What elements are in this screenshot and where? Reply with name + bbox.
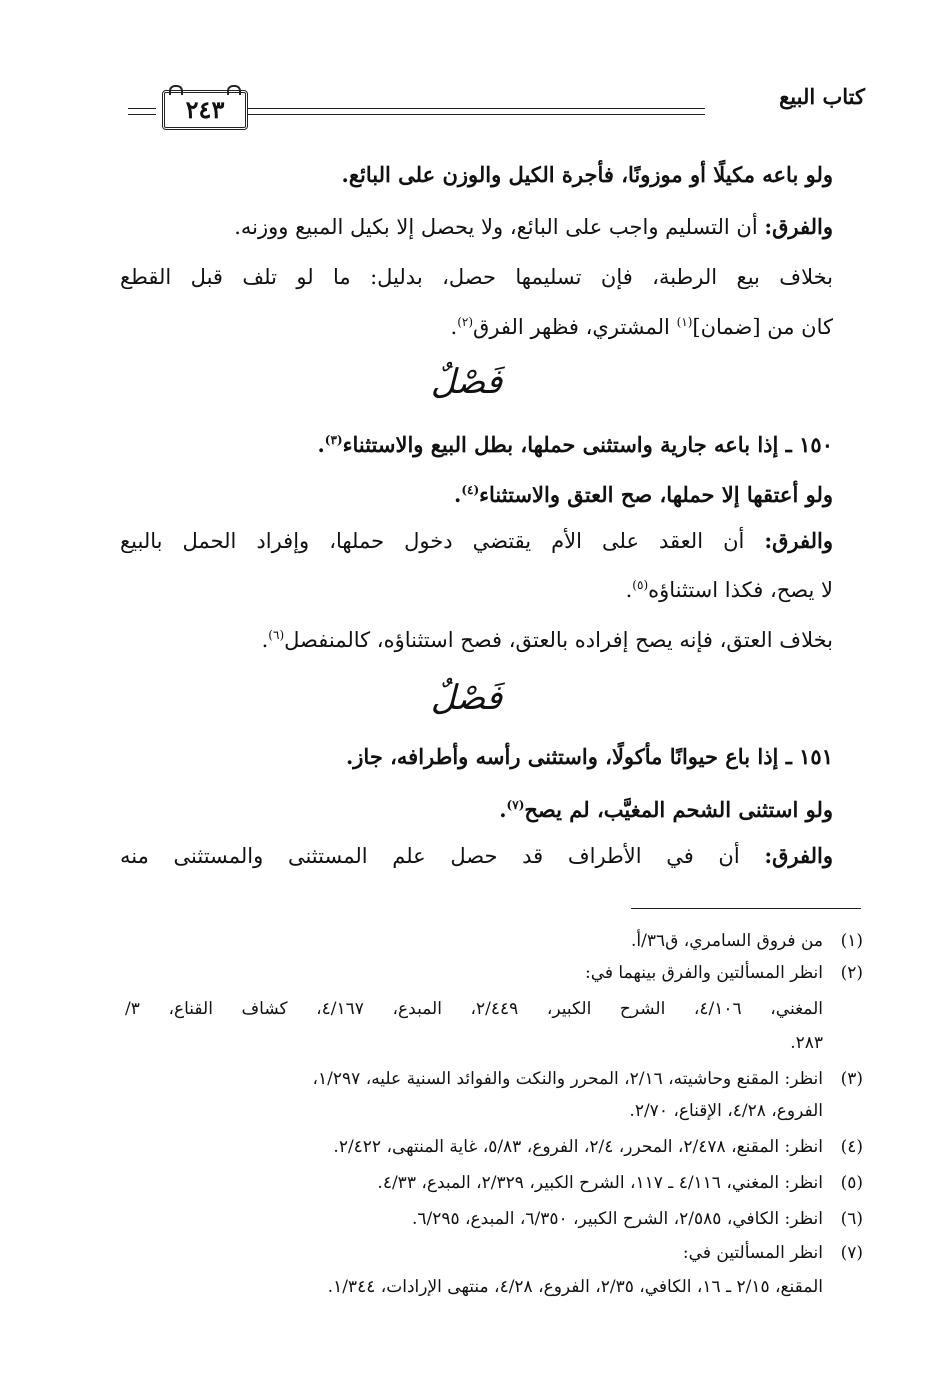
body-line <box>262 620 833 655</box>
header-rule <box>128 108 156 109</box>
page-number: ٢٤٣ <box>162 90 248 130</box>
body-text: ١٥٠ ـ إذا باعه جارية واستثنى حملها، بطل البيع والاستثناء <box>342 432 833 457</box>
footnote-text: انظر: المغني، ٤/١١٦ ـ ١١٧، الشرح الكبير، ٢/٣٢٩، المبدع، ٤/٣٣. <box>377 1173 823 1193</box>
footnote-number: (١) <box>840 931 863 951</box>
header-rule <box>248 114 705 115</box>
section-heading: فَصْلٌ <box>430 678 503 718</box>
book-title: كتاب البيع <box>779 84 865 109</box>
footnote-ref: (٣) <box>324 433 343 447</box>
difference-keyword: والفرق: <box>764 843 833 868</box>
body-line <box>234 212 833 242</box>
body-line <box>451 307 833 342</box>
footnote-continuation: الفروع، ٤/٢٨، الإقناع، ٢/٧٠. <box>629 1101 823 1121</box>
body-line <box>120 841 833 871</box>
body-text: أن في الأطراف قد حصل علم المستثنى والمستثنى منه <box>120 844 765 868</box>
section-heading: فَصْلٌ <box>430 362 503 402</box>
body-text: أن العقد على الأم يقتضي دخول حملها، وإفراد الحمل بالبيع <box>120 529 765 553</box>
body-text: . <box>625 578 633 602</box>
footnote <box>377 1170 863 1196</box>
footnote-text: انظر المسألتين والفرق بينهما في: <box>585 963 823 983</box>
footnote-continuation: ٢٨٣. <box>790 1033 823 1053</box>
body-text: . <box>261 628 269 652</box>
footnote-text: انظر: المقنع وحاشيته، ٢/١٦، المحرر والنكت والفوائد السنية عليه، ١/٢٩٧، <box>312 1069 823 1089</box>
footnote-number: (٧) <box>840 1243 863 1263</box>
footnote-ref: (٧) <box>506 798 525 812</box>
footnote-rule <box>631 908 861 909</box>
body-line <box>454 475 833 510</box>
body-text: بخلاف العتق، فإنه يصح إفراده بالعتق، فصح استثناؤه، كالمنفصل <box>284 628 833 652</box>
footnote <box>585 960 863 986</box>
footnote-ref: (٤) <box>461 483 480 497</box>
body-line <box>317 425 833 460</box>
footnote-ref: (١) <box>676 315 693 329</box>
footnote-number: (٤) <box>840 1137 863 1157</box>
body-line: بخلاف بيع الرطبة، فإن تسليمها حصل، بدليل: ما لو تلف قبل القطع <box>120 265 833 289</box>
body-text: . <box>499 797 507 822</box>
footnote <box>683 1240 863 1266</box>
footnote-ref: (٢) <box>457 315 474 329</box>
footnote-number: (٦) <box>840 1209 863 1229</box>
body-line: ولو باعه مكيلًا أو موزونًا، فأجرة الكيل والوزن على البائع. <box>341 162 833 187</box>
footnote-continuation: المقنع، ٢/١٥ ـ ١٦، الكافي، ٢/٣٥، الفروع، ٤/٢٨، منتهى الإرادات، ١/٣٤٤. <box>327 1277 823 1297</box>
body-text: لا يصح، فكذا استثناؤه <box>648 578 833 602</box>
footnote-text: انظر: الكافي، ٢/٥٨٥، الشرح الكبير، ٦/٣٥٠، المبدع، ٦/٢٩٥. <box>411 1209 823 1229</box>
body-text: ولو استثنى الشحم المغيَّب، لم يصح <box>524 797 833 822</box>
body-line <box>499 790 833 825</box>
footnote <box>631 928 863 954</box>
body-line: ١٥١ ـ إذا باع حيوانًا مأكولًا، واستثنى رأسه وأطرافه، جاز. <box>345 744 833 769</box>
body-text: كان من [ضمان] <box>692 315 833 339</box>
body-text: . <box>450 315 458 339</box>
page-header <box>128 78 865 130</box>
body-text: ولو أعتقها إلا حملها، صح العتق والاستثناء <box>479 482 833 507</box>
body-line <box>120 526 833 556</box>
difference-keyword: والفرق: <box>764 214 833 239</box>
footnote-number: (٥) <box>840 1173 863 1193</box>
footnote-continuation: المغني، ٤/١٠٦، الشرح الكبير، ٢/٤٤٩، المبدع، ٤/١٦٧، كشاف القناع، ٣/ <box>125 999 824 1019</box>
footnote-text: انظر: المقنع، ٢/٤٧٨، المحرر، ٢/٤، الفروع، ٥/٨٣، غاية المنتهى، ٢/٤٢٢. <box>333 1137 823 1157</box>
footnote-ref: (٦) <box>268 628 285 642</box>
footnote <box>313 1066 863 1092</box>
footnote <box>412 1206 863 1232</box>
body-text: أن التسليم واجب على البائع، ولا يحصل إلا بكيل المبيع ووزنه. <box>234 215 765 239</box>
header-rule <box>248 108 705 109</box>
body-text: المشتري، فظهر الفرق <box>473 315 677 339</box>
difference-keyword: والفرق: <box>764 528 833 553</box>
body-text: . <box>317 432 325 457</box>
footnote-text: من فروق السامري، ق٣٦/أ. <box>630 931 823 951</box>
footnote-ref: (٥) <box>632 578 649 592</box>
footnote-number: (٣) <box>840 1069 863 1089</box>
footnote-text: انظر المسألتين في: <box>682 1243 823 1263</box>
footnote-number: (٢) <box>840 963 863 983</box>
header-rule <box>128 114 156 115</box>
body-line <box>626 570 833 605</box>
body-text: . <box>454 482 462 507</box>
footnote <box>333 1134 863 1160</box>
